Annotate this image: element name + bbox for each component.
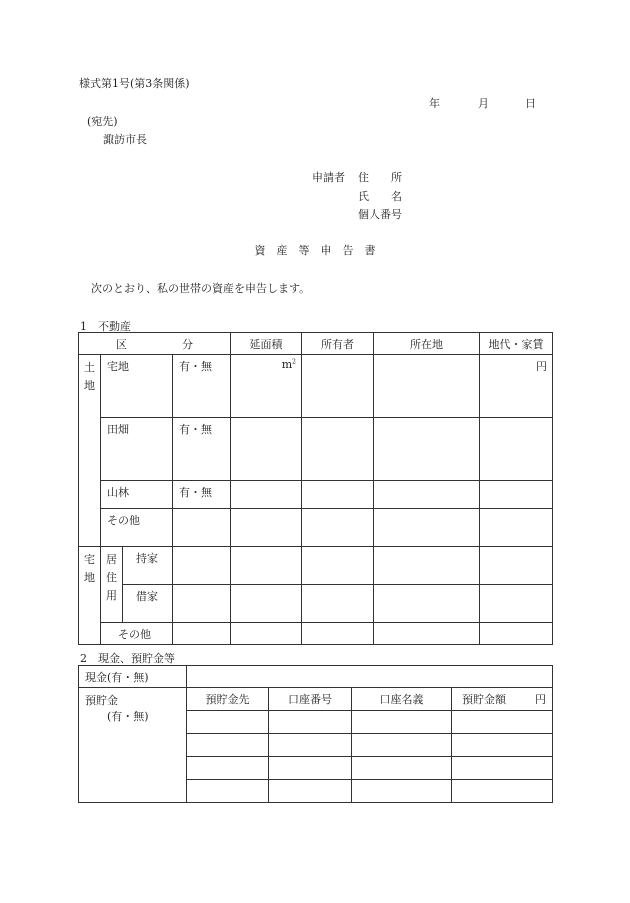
deposit-cell[interactable]	[269, 711, 352, 734]
area-cell[interactable]	[231, 585, 302, 623]
cash-label: 現金(有・無)	[79, 666, 187, 688]
date-month: 月	[478, 97, 489, 110]
cash-cell[interactable]	[187, 666, 553, 688]
deposit-cell[interactable]	[352, 757, 452, 780]
area-cell[interactable]	[231, 547, 302, 585]
addressee-prefix: (宛先)	[87, 115, 118, 128]
deposit-cell[interactable]	[452, 734, 553, 757]
area-cell[interactable]	[231, 418, 302, 481]
intro-text: 次のとおり、私の世帯の資産を申告します。	[91, 282, 311, 295]
header-account-no: 口座番号	[269, 688, 352, 711]
location-cell[interactable]	[374, 418, 480, 481]
header-account-name: 口座名義	[352, 688, 452, 711]
deposit-cell[interactable]	[187, 734, 269, 757]
deposit-cell[interactable]	[452, 780, 553, 803]
deposit-cell[interactable]	[352, 734, 452, 757]
rent-cell[interactable]	[480, 481, 553, 509]
real-estate-table	[78, 332, 553, 645]
deposit-cell[interactable]	[452, 757, 553, 780]
location-cell[interactable]	[374, 481, 480, 509]
house-yesno-cell[interactable]	[173, 623, 231, 645]
deposit-cell[interactable]	[352, 711, 452, 734]
land-row-label: 田畑	[101, 418, 173, 481]
land-row-yesno: 有・無	[173, 481, 231, 509]
area-cell[interactable]	[231, 509, 302, 547]
land-group-label: 土 地	[79, 355, 101, 547]
rent-cell[interactable]	[480, 623, 553, 645]
deposit-cell[interactable]	[452, 711, 553, 734]
owner-cell[interactable]	[302, 509, 374, 547]
owner-cell[interactable]	[302, 547, 374, 585]
location-cell[interactable]	[374, 623, 480, 645]
owner-cell[interactable]	[302, 623, 374, 645]
residence-label: 居 住 用	[101, 547, 123, 623]
header-amount: 預貯金額 円	[452, 688, 553, 711]
header-location: 所在地	[374, 333, 480, 355]
deposit-cell[interactable]	[187, 757, 269, 780]
section2-heading: 2 現金、預貯金等	[80, 652, 175, 665]
section1-heading: 1 不動産	[80, 320, 131, 333]
owner-cell[interactable]	[302, 355, 374, 418]
cash-deposit-table	[78, 665, 553, 803]
applicant-label: 申請者	[312, 171, 345, 184]
area-unit: $m^2$	[231, 355, 302, 418]
owner-cell[interactable]	[302, 481, 374, 509]
area-cell[interactable]	[231, 481, 302, 509]
applicant-name-label: 氏 名	[358, 190, 402, 203]
addressee: 諏訪市長	[103, 133, 147, 146]
location-cell[interactable]	[374, 509, 480, 547]
rent-unit: 円	[480, 355, 553, 418]
date-day: 日	[525, 97, 536, 110]
deposit-cell[interactable]	[269, 780, 352, 803]
header-area: 延面積	[231, 333, 302, 355]
header-kubun: 区 分	[79, 333, 231, 355]
house-row-label: 持家	[123, 547, 173, 585]
rent-cell[interactable]	[480, 418, 553, 481]
date-year: 年	[429, 97, 440, 110]
form-number: 様式第1号(第3条関係)	[79, 77, 190, 90]
land-row-yesno: 有・無	[173, 355, 231, 418]
deposit-cell[interactable]	[269, 734, 352, 757]
location-cell[interactable]	[374, 355, 480, 418]
rent-cell[interactable]	[480, 509, 553, 547]
location-cell[interactable]	[374, 547, 480, 585]
owner-cell[interactable]	[302, 418, 374, 481]
applicant-my-number-label: 個人番号	[358, 208, 402, 221]
land-row-yesno[interactable]	[173, 509, 231, 547]
house-row-label: 借家	[123, 585, 173, 623]
house-other-label: その他	[101, 623, 173, 645]
document-title: 資 産 等 申 告 書	[254, 244, 376, 257]
deposit-cell[interactable]	[352, 780, 452, 803]
header-bank: 預貯金先	[187, 688, 269, 711]
location-cell[interactable]	[374, 585, 480, 623]
deposit-label: 預貯金 (有・無)	[79, 688, 187, 803]
deposit-cell[interactable]	[187, 711, 269, 734]
house-yesno-cell[interactable]	[173, 547, 231, 585]
header-owner: 所有者	[302, 333, 374, 355]
land-row-yesno: 有・無	[173, 418, 231, 481]
header-rent: 地代・家賃	[480, 333, 553, 355]
area-cell[interactable]	[231, 623, 302, 645]
rent-cell[interactable]	[480, 585, 553, 623]
deposit-cell[interactable]	[187, 780, 269, 803]
deposit-cell[interactable]	[269, 757, 352, 780]
owner-cell[interactable]	[302, 585, 374, 623]
rent-cell[interactable]	[480, 547, 553, 585]
applicant-address-label: 住 所	[358, 171, 402, 184]
land-row-label: 宅地	[101, 355, 173, 418]
house-group-label: 宅 地	[79, 547, 101, 645]
land-row-label: 山林	[101, 481, 173, 509]
land-row-label: その他	[101, 509, 173, 547]
house-yesno-cell[interactable]	[173, 585, 231, 623]
